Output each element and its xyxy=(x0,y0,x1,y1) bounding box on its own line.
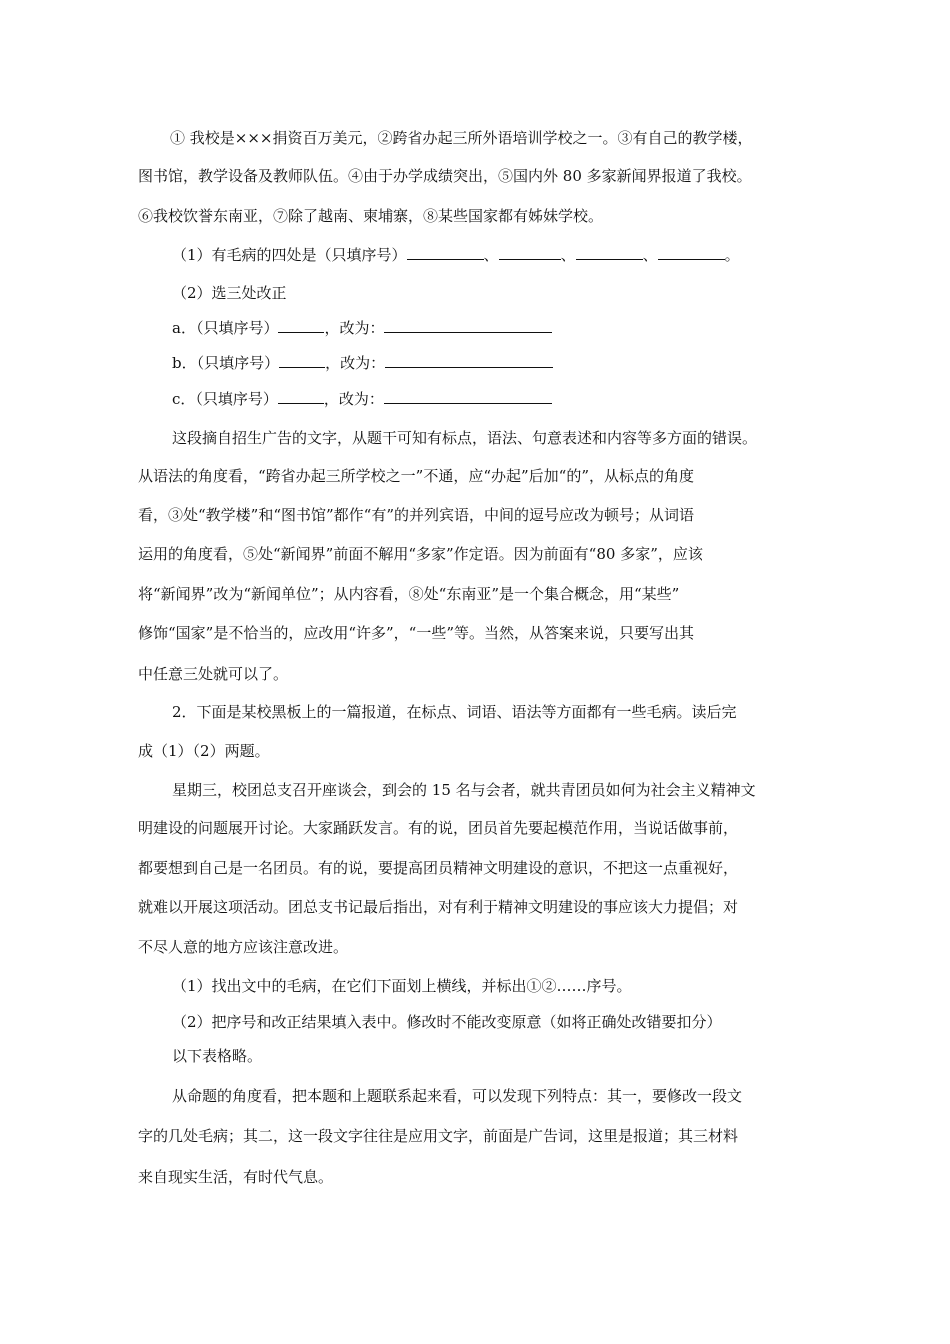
fix-number-blank-c[interactable] xyxy=(278,389,324,404)
analysis-line-7: 中任意三处就可以了。 xyxy=(138,665,289,683)
question-1-line xyxy=(172,245,740,265)
fix-item-a xyxy=(172,318,552,338)
separator: 、 xyxy=(483,246,499,264)
fix-item-mid: ，改为： xyxy=(324,319,385,337)
summary-line-2: 字的几处毛病；其二，这一段文字往往是应用文字，前面是广告词，这里是报道；其三材料 xyxy=(138,1127,739,1145)
answer-blank-3[interactable] xyxy=(576,245,643,260)
report-line-4: 就难以开展这项活动。团总支书记最后指出，对有利于精神文明建设的事应该大力提倡；对 xyxy=(138,898,739,916)
analysis-line-2: 从语法的角度看，“跨省办起三所学校之一”不通，应“办起”后加“的”，从标点的角度 xyxy=(138,467,695,485)
report-line-2: 明建设的问题展开讨论。大家踊跃发言。有的说，团员首先要起模范作用，当说话做事前， xyxy=(138,819,739,837)
fix-item-letter: b． xyxy=(172,354,197,372)
fix-item-label: （只填序号） xyxy=(195,319,279,337)
ad-text-line-1: ① 我校是×××捐资百万美元，②跨省办起三所外语培训学校之一。③有自己的教学楼， xyxy=(170,129,753,147)
ad-text-line-2: 图书馆，教学设备及教师队伍。④由于办学成绩突出，⑤国内外 80 多家新闻界报道了我校。 xyxy=(138,167,752,185)
subquestion-1: （1）找出文中的毛病，在它们下面划上横线，并标出①②……序号。 xyxy=(172,977,632,995)
analysis-line-1: 这段摘自招生广告的文字，从题干可知有标点，语法、句意表述和内容等多方面的错误。 xyxy=(172,429,758,447)
analysis-line-4: 运用的角度看，⑤处“新闻界”前面不解用“多家”作定语。因为前面有“80 多家”，应该 xyxy=(138,545,703,563)
fix-item-letter: c． xyxy=(172,390,196,408)
analysis-line-3: 看，③处“教学楼”和“图书馆”都作“有”的并列宾语，中间的逗号应改为顿号；从词语 xyxy=(138,506,695,524)
question-1-prefix: （1）有毛病的四处是（只填序号） xyxy=(172,246,407,264)
answer-blank-1[interactable] xyxy=(407,245,484,260)
fix-number-blank-a[interactable] xyxy=(278,318,324,333)
separator: 、 xyxy=(642,246,658,264)
report-line-5: 不尽人意的地方应该注意改进。 xyxy=(138,938,349,956)
fix-item-b xyxy=(172,353,553,373)
report-line-3: 都要想到自己是一名团员。有的说，要提高团员精神文明建设的意识，不把这一点重视好， xyxy=(138,859,739,877)
fix-item-label: （只填序号） xyxy=(196,354,280,372)
end-mark: 。 xyxy=(724,246,740,264)
question-2-title-line-2: 成（1）（2）两题。 xyxy=(138,742,270,760)
question-2-line: （2）选三处改正 xyxy=(172,284,287,302)
summary-line-3: 来自现实生活，有时代气息。 xyxy=(138,1168,334,1186)
fix-number-blank-b[interactable] xyxy=(279,353,325,368)
fix-item-mid: ，改为： xyxy=(325,354,386,372)
separator: 、 xyxy=(560,246,576,264)
fix-item-mid: ，改为： xyxy=(323,390,384,408)
fix-item-c xyxy=(172,389,552,409)
table-omitted-note: 以下表格略。 xyxy=(172,1047,263,1065)
fix-item-label: （只填序号） xyxy=(195,390,278,408)
ad-text-line-3: ⑥我校饮誉东南亚，⑦除了越南、柬埔寨，⑧某些国家都有姊妹学校。 xyxy=(138,207,604,225)
analysis-line-6: 修饰“国家”是不恰当的，应改用“许多”，“一些”等。当然，从答案来说，只要写出其 xyxy=(138,624,695,642)
report-line-1: 星期三，校团总支召开座谈会，到会的 15 名与会者，就共青团员如何为社会主义精神文 xyxy=(172,781,756,799)
fix-item-letter: a． xyxy=(172,319,196,337)
subquestion-2: （2）把序号和改正结果填入表中。修改时不能改变原意（如将正确处改错要扣分） xyxy=(172,1013,722,1031)
answer-blank-4[interactable] xyxy=(658,245,725,260)
question-2-title-line-1: 2．下面是某校黑板上的一篇报道，在标点、词语、语法等方面都有一些毛病。读后完 xyxy=(172,703,737,721)
analysis-line-5: 将“新闻界”改为“新闻单位”；从内容看，⑧处“东南亚”是一个集合概念，用“某些” xyxy=(138,585,680,603)
fix-answer-blank-b[interactable] xyxy=(385,353,553,368)
summary-line-1: 从命题的角度看，把本题和上题联系起来看，可以发现下列特点：其一，要修改一段文 xyxy=(172,1087,743,1105)
fix-answer-blank-c[interactable] xyxy=(384,389,552,404)
fix-answer-blank-a[interactable] xyxy=(384,318,552,333)
answer-blank-2[interactable] xyxy=(499,245,561,260)
